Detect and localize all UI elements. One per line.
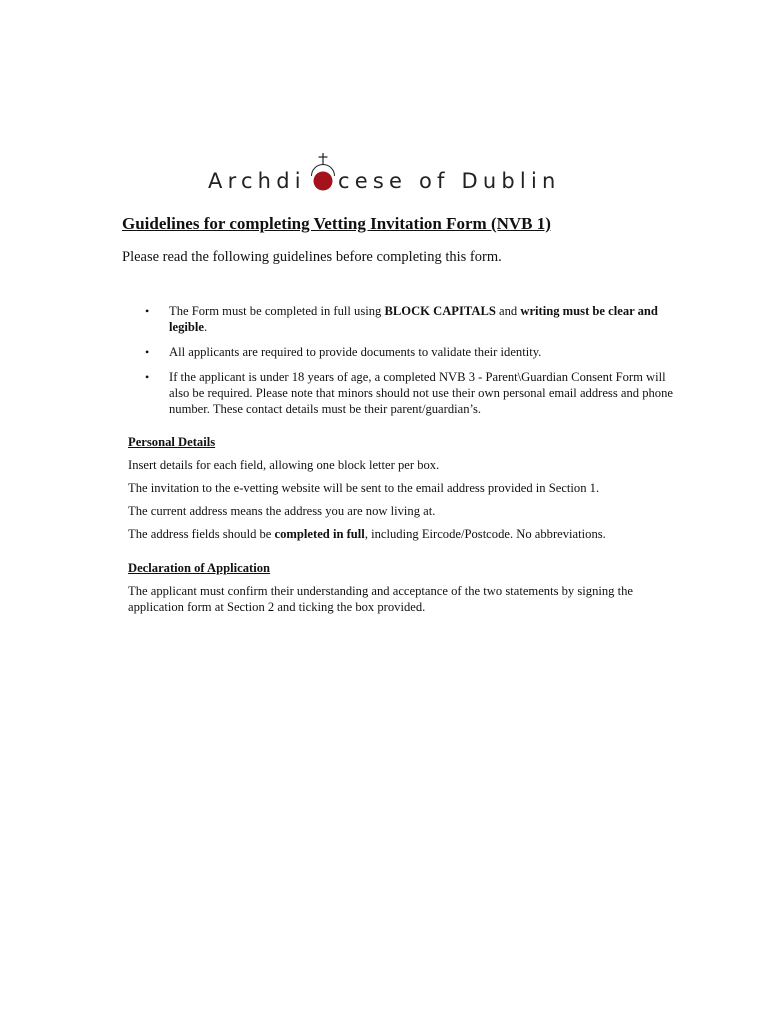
section-line: The applicant must confirm their understanding and acceptance of the two statements by signing the application form at Section 2 and ticking the box provided. bbox=[128, 584, 633, 614]
section-line-text: , including Eircode/Postcode. No abbreviations. bbox=[364, 527, 606, 541]
section-line bbox=[128, 526, 688, 542]
section-line: Insert details for each field, allowing one block letter per box. bbox=[128, 458, 440, 472]
bullet-text: All applicants are required to provide documents to validate their identity. bbox=[169, 345, 542, 359]
cross-circle-logo-icon bbox=[308, 152, 338, 196]
bullet-text: If the applicant is under 18 years of age, a completed NVB 3 - Parent\Guardian Consent Form will also be required. Please note that minors should not use their own personal email address and phone number. These contact details must be their parent/guardian’s. bbox=[169, 370, 673, 416]
list-item bbox=[144, 344, 684, 360]
bullet-bold-text: writing must be clear and legible bbox=[169, 304, 658, 334]
section-line-text: The address fields should be bbox=[128, 527, 275, 541]
section-line-bold: completed in full bbox=[274, 527, 365, 541]
section-heading: Declaration of Application bbox=[128, 561, 271, 575]
bullet-icon: • bbox=[145, 345, 150, 359]
page-title: Guidelines for completing Vetting Invitation Form (NVB 1) bbox=[122, 214, 551, 233]
bullet-text: and bbox=[495, 304, 521, 318]
logo-text-start: Archdi bbox=[208, 169, 306, 193]
declaration-section bbox=[128, 560, 688, 622]
list-item bbox=[144, 369, 684, 417]
archdiocese-logo bbox=[208, 152, 568, 196]
section-heading: Personal Details bbox=[128, 435, 216, 449]
bullet-bold-text: BLOCK CAPITALS bbox=[384, 304, 496, 318]
bullet-icon: • bbox=[145, 304, 150, 318]
guidelines-list bbox=[144, 303, 684, 426]
section-line: The invitation to the e-vetting website will be sent to the email address provided in Section 1. bbox=[128, 481, 600, 495]
bullet-icon: • bbox=[145, 370, 150, 384]
intro-text: Please read the following guidelines before completing this form. bbox=[122, 249, 502, 265]
logo-text-end: cese of Dublin bbox=[338, 169, 561, 193]
list-item bbox=[144, 303, 684, 335]
bullet-text: . bbox=[203, 320, 208, 334]
logo-red-circle bbox=[314, 172, 333, 191]
section-line: The current address means the address you are now living at. bbox=[128, 504, 436, 518]
personal-details-section bbox=[128, 434, 688, 549]
bullet-text: The Form must be completed in full using bbox=[169, 304, 385, 318]
